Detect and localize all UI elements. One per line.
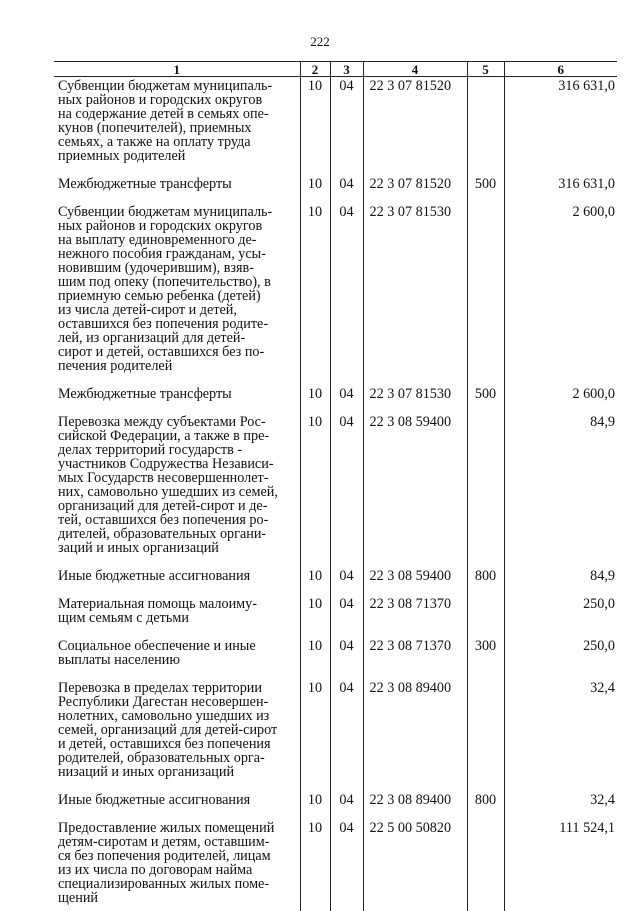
cell-amount: 250,0 xyxy=(504,583,617,625)
table-row xyxy=(54,583,617,625)
cell-amount: 32,4 xyxy=(504,667,617,779)
cell-name-line: приемных родителей xyxy=(58,149,294,163)
header-col-5: 5 xyxy=(467,62,504,77)
cell-name-line: и детей, оставшихся без попечения xyxy=(58,737,294,751)
cell-chapter: 10 xyxy=(300,667,330,779)
cell-name xyxy=(54,191,300,373)
cell-target-code: 22 3 08 71370 xyxy=(363,583,467,625)
cell-amount: 32,4 xyxy=(504,779,617,807)
header-col-6: 6 xyxy=(504,62,617,77)
cell-name-line: щим семьям с детьми xyxy=(58,611,294,625)
cell-name-line: Межбюджетные трансферты xyxy=(58,387,294,401)
cell-name xyxy=(54,625,300,667)
cell-name xyxy=(54,779,300,807)
cell-chapter: 10 xyxy=(300,163,330,191)
table-row xyxy=(54,191,617,373)
cell-name-line: родителей, образовательных орга- xyxy=(58,751,294,765)
cell-name-line: кунов (попечителей), приемных xyxy=(58,121,294,135)
cell-chapter: 10 xyxy=(300,625,330,667)
cell-expense-type: 300 xyxy=(467,625,504,667)
cell-name-line: Иные бюджетные ассигнования xyxy=(58,793,294,807)
table-row xyxy=(54,163,617,191)
cell-amount: 316 631,0 xyxy=(504,77,617,164)
cell-name-line: новившим (удочерившим), взяв- xyxy=(58,261,294,275)
cell-expense-type xyxy=(467,807,504,911)
cell-subsection: 04 xyxy=(330,163,363,191)
cell-name-line: на выплату единовременного де- xyxy=(58,233,294,247)
cell-target-code: 22 3 08 89400 xyxy=(363,667,467,779)
cell-name-line: выплаты населению xyxy=(58,653,294,667)
cell-expense-type xyxy=(467,667,504,779)
cell-name-line: Материальная помощь малоиму- xyxy=(58,597,294,611)
cell-subsection: 04 xyxy=(330,191,363,373)
cell-amount: 111 524,1 xyxy=(504,807,617,911)
table-row xyxy=(54,555,617,583)
cell-name-line: Межбюджетные трансферты xyxy=(58,177,294,191)
cell-name xyxy=(54,373,300,401)
cell-name-line: шим под опеку (попечительство), в xyxy=(58,275,294,289)
cell-name-line: Субвенции бюджетам муниципаль- xyxy=(58,79,294,93)
cell-amount: 84,9 xyxy=(504,401,617,555)
cell-name-line: Республики Дагестан несовершен- xyxy=(58,695,294,709)
table-body xyxy=(54,77,617,911)
cell-name-line: ся без попечения родителей, лицам xyxy=(58,849,294,863)
table-row xyxy=(54,807,617,911)
cell-name-line: семей, организаций для детей-сирот xyxy=(58,723,294,737)
cell-expense-type: 800 xyxy=(467,779,504,807)
cell-name-line: мых Государств несовершеннолет- xyxy=(58,471,294,485)
cell-subsection: 04 xyxy=(330,555,363,583)
cell-subsection: 04 xyxy=(330,583,363,625)
table-row xyxy=(54,77,617,164)
cell-name-line: делах территорий государств - xyxy=(58,443,294,457)
cell-name-line: ных районов и городских округов xyxy=(58,93,294,107)
budget-table xyxy=(54,61,617,911)
cell-expense-type: 500 xyxy=(467,163,504,191)
cell-target-code: 22 3 07 81520 xyxy=(363,77,467,164)
cell-name-line: приемную семью ребенка (детей) xyxy=(58,289,294,303)
cell-name-line: сирот и детей, оставшихся без по- xyxy=(58,345,294,359)
cell-name xyxy=(54,807,300,911)
cell-target-code: 22 5 00 50820 xyxy=(363,807,467,911)
cell-expense-type xyxy=(467,583,504,625)
cell-name-line: из их числа по договорам найма xyxy=(58,863,294,877)
cell-amount: 2 600,0 xyxy=(504,373,617,401)
cell-name-line: нолетних, самовольно ушедших из xyxy=(58,709,294,723)
cell-subsection: 04 xyxy=(330,401,363,555)
header-col-3: 3 xyxy=(330,62,363,77)
cell-target-code: 22 3 07 81530 xyxy=(363,191,467,373)
cell-subsection: 04 xyxy=(330,373,363,401)
cell-target-code: 22 3 08 71370 xyxy=(363,625,467,667)
cell-amount: 250,0 xyxy=(504,625,617,667)
header-col-4: 4 xyxy=(363,62,467,77)
cell-subsection: 04 xyxy=(330,77,363,164)
cell-target-code: 22 3 08 89400 xyxy=(363,779,467,807)
cell-name-line: Социальное обеспечение и иные xyxy=(58,639,294,653)
cell-name xyxy=(54,667,300,779)
cell-name xyxy=(54,163,300,191)
cell-name-line: них, самовольно ушедших из семей, xyxy=(58,485,294,499)
cell-name-line: щений xyxy=(58,891,294,905)
cell-name-line: лей, из организаций для детей- xyxy=(58,331,294,345)
cell-name-line: на содержание детей в семьях опе- xyxy=(58,107,294,121)
page-number: 222 xyxy=(0,34,640,50)
cell-name xyxy=(54,583,300,625)
cell-expense-type: 800 xyxy=(467,555,504,583)
cell-name-line: Иные бюджетные ассигнования xyxy=(58,569,294,583)
cell-name-line: участников Содружества Независи- xyxy=(58,457,294,471)
cell-name-line: заций и иных организаций xyxy=(58,541,294,555)
cell-name-line: ных районов и городских округов xyxy=(58,219,294,233)
header-row xyxy=(54,62,617,77)
cell-name-line: печения родителей xyxy=(58,359,294,373)
header-col-2: 2 xyxy=(300,62,330,77)
cell-subsection: 04 xyxy=(330,667,363,779)
table-row xyxy=(54,401,617,555)
cell-target-code: 22 3 08 59400 xyxy=(363,401,467,555)
cell-name-line: Перевозка между субъектами Рос- xyxy=(58,415,294,429)
cell-subsection: 04 xyxy=(330,779,363,807)
cell-subsection: 04 xyxy=(330,807,363,911)
table-row xyxy=(54,373,617,401)
cell-name xyxy=(54,77,300,164)
cell-expense-type xyxy=(467,401,504,555)
cell-name-line: нежного пособия гражданам, усы- xyxy=(58,247,294,261)
cell-name-line: Перевозка в пределах территории xyxy=(58,681,294,695)
cell-expense-type xyxy=(467,191,504,373)
table-row xyxy=(54,625,617,667)
cell-target-code: 22 3 07 81520 xyxy=(363,163,467,191)
cell-target-code: 22 3 07 81530 xyxy=(363,373,467,401)
cell-name-line: Предоставление жилых помещений xyxy=(58,821,294,835)
cell-chapter: 10 xyxy=(300,555,330,583)
table-row xyxy=(54,779,617,807)
header-col-1: 1 xyxy=(54,62,300,77)
cell-name-line: сийской Федерации, а также в пре- xyxy=(58,429,294,443)
cell-name-line: семьях, а также на оплату труда xyxy=(58,135,294,149)
cell-chapter: 10 xyxy=(300,583,330,625)
cell-name-line: специализированных жилых поме- xyxy=(58,877,294,891)
cell-chapter: 10 xyxy=(300,401,330,555)
cell-name-line: оставшихся без попечения родите- xyxy=(58,317,294,331)
cell-chapter: 10 xyxy=(300,373,330,401)
cell-chapter: 10 xyxy=(300,807,330,911)
cell-target-code: 22 3 08 59400 xyxy=(363,555,467,583)
cell-name-line: из числа детей-сирот и детей, xyxy=(58,303,294,317)
cell-amount: 2 600,0 xyxy=(504,191,617,373)
cell-subsection: 04 xyxy=(330,625,363,667)
table-row xyxy=(54,667,617,779)
cell-expense-type: 500 xyxy=(467,373,504,401)
cell-name-line: дителей, образовательных органи- xyxy=(58,527,294,541)
cell-amount: 316 631,0 xyxy=(504,163,617,191)
cell-chapter: 10 xyxy=(300,191,330,373)
cell-amount: 84,9 xyxy=(504,555,617,583)
cell-name xyxy=(54,555,300,583)
cell-expense-type xyxy=(467,77,504,164)
cell-name-line: организаций для детей-сирот и де- xyxy=(58,499,294,513)
cell-chapter: 10 xyxy=(300,77,330,164)
cell-name-line: Субвенции бюджетам муниципаль- xyxy=(58,205,294,219)
cell-chapter: 10 xyxy=(300,779,330,807)
cell-name xyxy=(54,401,300,555)
cell-name-line: низаций и иных организаций xyxy=(58,765,294,779)
cell-name-line: тей, оставшихся без попечения ро- xyxy=(58,513,294,527)
cell-name-line: детям-сиротам и детям, оставшим- xyxy=(58,835,294,849)
